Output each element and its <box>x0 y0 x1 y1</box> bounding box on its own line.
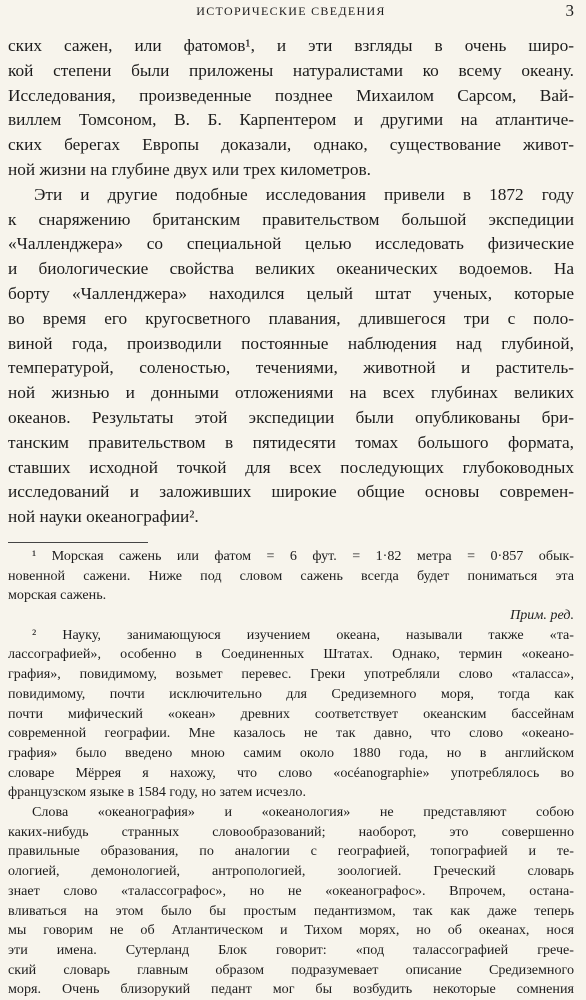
text-line: знает слово «талассографос», но не «океанографос». Впрочем, остана- <box>8 882 574 899</box>
text-line: и биологические свойства великих океанических водоемов. На <box>8 259 574 279</box>
text-line: океанов. Результаты этой экспедиции были опубликованы бри- <box>8 407 574 427</box>
text-line: эти имена. Сутерланд Блок говорит: «под талассографией грече- <box>8 942 574 958</box>
paragraph-2 <box>8 183 574 530</box>
page-number: 3 <box>565 1 574 20</box>
text-line: Слова «океанография» и «океанология» не представляют собою <box>32 804 574 821</box>
main-text <box>8 34 574 1000</box>
text-line: современной географии. Мне казалось не так давно, что слово «океано- <box>8 725 574 742</box>
text-line: к снаряжению британским правительством большой экспедиции <box>8 209 574 229</box>
text-line: ной жизнью и донными отложениями на всех глубинах великих <box>8 383 574 403</box>
text-line: исследований и заложивших широкие общие основы современ- <box>8 482 574 502</box>
text-line: ² Науку, занимающуюся изучением океана, называли также «та- <box>32 626 574 643</box>
text-line: французском языке в 1584 году, но затем исчезло. <box>8 784 306 801</box>
text-line: моря. Очень близорукий педант мог бы возбудить некоторые сомнения <box>8 981 574 998</box>
text-line: лассографией», особенно в Соединенных Штатах. Однако, термин «океано- <box>8 646 574 663</box>
text-line: борту «Чалленджера» находился целый штат ученых, которые <box>8 283 574 303</box>
book-page <box>8 0 574 998</box>
text-line: словаре Мёррея я нахожу, что слово «océanographie» употреблялось во <box>8 764 574 781</box>
text-line: правильные образования, по аналогии с географией, топографией и те- <box>8 843 574 860</box>
text-line: графия», повидимому, возьмет перевес. Греки употребляли слово «таласса», <box>8 666 574 683</box>
text-line: танским правительством в пятидесяти томах большого формата, <box>8 432 574 452</box>
footnotes <box>8 547 574 1000</box>
page-header <box>8 3 574 21</box>
footnote-2-continued <box>8 803 574 1000</box>
text-line: мы говорим не об Атлантическом и Тихом морях, но об океанах, нося <box>8 922 574 939</box>
text-line: ских берегах Европы доказали, однако, существование живот- <box>8 135 574 155</box>
text-line: Исследования, произведенные позднее Михаилом Сарсом, Вай- <box>8 85 574 105</box>
text-line: морская сажень. <box>8 587 107 604</box>
running-head: ИСТОРИЧЕСКИЕ СВЕДЕНИЯ <box>196 4 386 18</box>
text-line: новенной сажени. Ниже под словом сажень всегда будет пониматься эта <box>8 567 574 584</box>
text-line: виной года, производили постоянные наблюдения над глубиной, <box>8 333 574 353</box>
editor-note: Прим. ред. <box>510 607 574 624</box>
text-line: ной жизни на глубине двух или трех километров. <box>8 159 371 179</box>
text-line: повидимому, почти исключительно для Средиземного моря, тогда как <box>8 685 574 702</box>
text-line: ¹ Морская сажень или фатом = 6 фут. = 1·82 метра = 0·857 обык- <box>32 547 574 564</box>
text-line: температурой, соленостью, течениями, животной и раститель- <box>8 358 574 378</box>
footnote-rule <box>8 542 148 543</box>
text-line: во время его кругосветного плавания, длившегося три с поло- <box>8 308 574 328</box>
text-line: ной науки океанографии². <box>8 507 199 527</box>
footnote-1 <box>8 547 574 626</box>
text-line: ологией, демонологией, антропологией, зоологией. Греческий словарь <box>8 863 574 880</box>
text-line: «Чалленджера» со специальной целью исследовать физические <box>8 234 574 254</box>
text-line: виллем Томсоном, В. Б. Карпентером и другими на атлантиче- <box>8 110 574 130</box>
paragraph-1 <box>8 34 574 183</box>
text-line: ставших исходной точкой для всех последующих глубоководных <box>8 457 574 477</box>
text-line: кой степени были приложены натуралистами ко всему океану. <box>8 60 574 80</box>
text-line: графия» было введено мною самим около 1880 года, но в английском <box>8 744 574 761</box>
text-line: почти мифический «океан» древних соответствует океанским бассейнам <box>8 705 574 722</box>
text-line: каких-нибудь странных словообразований; наоборот, это совершенно <box>8 823 574 840</box>
footnote-2 <box>8 626 574 803</box>
text-line: Эти и другие подобные исследования привели в 1872 году <box>34 184 574 204</box>
text-line: вливаться на этом было бы простым педантизмом, так как даже теперь <box>8 902 574 919</box>
text-line: ский словарь главным образом подразумевает описание Средиземного <box>8 961 574 978</box>
text-line: ских сажен, или фатомов¹, и эти взгляды в очень широ- <box>8 36 574 55</box>
